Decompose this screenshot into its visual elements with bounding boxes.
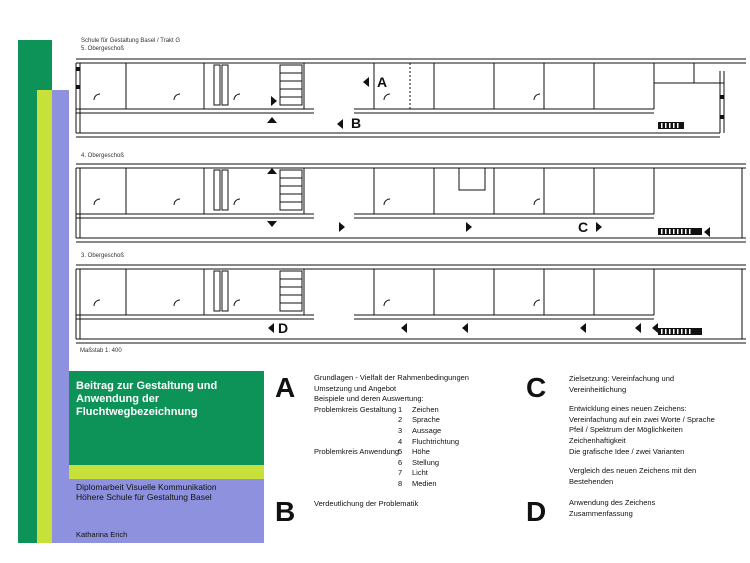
- section-b-text: Verdeutlichung der Problematik: [314, 499, 419, 508]
- section-a-row: 7 Licht: [398, 468, 428, 478]
- section-c-line: Zeichenhaftigkeit: [569, 435, 626, 445]
- section-a-text: [314, 373, 469, 490]
- section-a-line: Grundlagen - Vielfalt der Rahmenbedingungen: [314, 373, 469, 382]
- section-c-line: Vergleich des neuen Zeichens mit den: [569, 466, 697, 476]
- section-a-row: Problemkreis Gestaltung 1 Zeichen: [314, 404, 439, 414]
- section-c-line: Vereinheitlichung: [569, 384, 627, 394]
- info-box: [69, 479, 264, 543]
- floor-plan-5: [74, 55, 746, 139]
- marker-d: D: [278, 320, 289, 336]
- section-c-line: Bestehenden: [569, 476, 614, 486]
- floor-label-5: 5. Obergeschoß: [81, 46, 125, 52]
- floor-label-3: 3. Obergeschoß: [81, 253, 125, 259]
- section-a-row: 4 Fluchtrichtung: [398, 436, 460, 446]
- section-a-letter: A: [275, 372, 296, 403]
- marker-a: A: [377, 74, 388, 90]
- section-a-row: 6 Stellung: [398, 457, 440, 467]
- section-d-text: [569, 498, 655, 519]
- section-c-line: Pfeil / Spektrum der Möglichkeiten: [569, 425, 683, 435]
- lime-strip: [69, 465, 264, 479]
- section-d-letter: D: [526, 496, 547, 527]
- floor-plan-4: [74, 160, 746, 246]
- section-c-letter: C: [526, 372, 547, 403]
- section-a-line: Umsetzung und Angebot: [314, 383, 397, 393]
- title-box: [69, 371, 264, 465]
- info-line-2: Höhere Schule für Gestaltung Basel: [76, 492, 212, 502]
- info-line-1: Diplomarbeit Visuelle Kommunikation: [76, 482, 217, 492]
- section-c-line: Die grafische Idee / zwei Varianten: [569, 446, 685, 456]
- author: Katharina Erich: [76, 530, 128, 539]
- scale-label: Maßstab 1: 400: [80, 348, 122, 354]
- section-a-row: 3 Aussage: [398, 425, 442, 435]
- section-a-row: Problemkreis Anwendung5 Höhe: [314, 447, 430, 457]
- blue-bar: [52, 90, 69, 543]
- floor-label-4: 4. Obergeschoß: [81, 153, 125, 159]
- section-b-letter: B: [275, 496, 296, 527]
- marker-b: B: [351, 115, 362, 131]
- section-c-line: Zielsetzung: Vereinfachung und: [569, 374, 675, 383]
- section-c-text: [569, 374, 715, 487]
- section-a-line: Beispiele und deren Auswertung:: [314, 394, 424, 404]
- marker-c: C: [578, 219, 589, 235]
- section-c-line: Vereinfachung auf ein zwei Worte / Sprache: [569, 414, 715, 424]
- section-a-row: 8 Medien: [398, 478, 437, 488]
- section-a-row: 2 Sprache: [398, 415, 440, 425]
- section-d-line: Zusammenfassung: [569, 508, 633, 518]
- floor-plan-3: [74, 261, 746, 345]
- page-title: Beitrag zur Gestaltung und Anwendung der Fluchtwegbezeichnung: [76, 380, 218, 418]
- section-d-line: Anwendung des Zeichens: [569, 498, 656, 507]
- section-c-line: Entwicklung eines neuen Zeichens:: [569, 404, 687, 414]
- info-text: [76, 482, 261, 502]
- school-line: Schule für Gestaltung Basel / Trakt G: [81, 38, 181, 44]
